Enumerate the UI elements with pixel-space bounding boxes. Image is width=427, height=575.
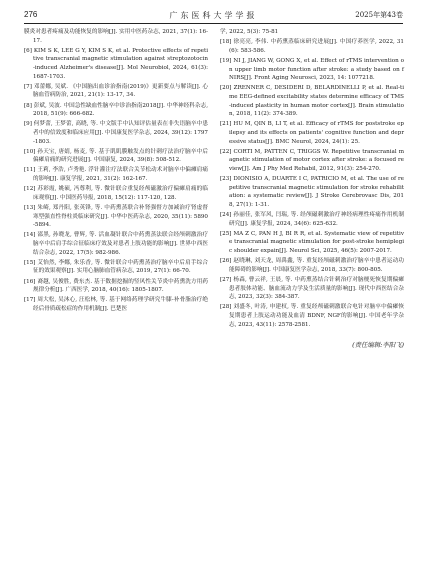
reference-item: [17] 周大松, 吴沐心, 汪松林, 等. 基于网络药理学研究牛膝-补骨脂治疗绝经后骨质疏松症的作用机制[J]. 巴楚医 (24, 297, 208, 312)
journal-name: 广东医科大学学报 (169, 11, 258, 20)
reference-item: [7] 邓蕾娜, 吴斌. 《中国脑出血诊治指南(2019)》更新要点与解读[J]. 心脑血管病防治, 2021, 21(1): 13-17, 34. (24, 83, 208, 99)
issue-label: 2025年第43卷 (355, 11, 403, 19)
reference-item: 学, 2022, 5(3): 75-81 (220, 29, 279, 35)
reference-item: 膜炎对患者疼痛及功能恢复的影响[J]. 实用中医药杂志, 2021, 37(1): 16-17. (24, 29, 208, 44)
reference-item: [26] 赵晓琳, 刘天龙, 周禹鑫, 等. 重复经颅磁刺激治疗脑卒中患者运动功能障碍的影响[J]. 中国康复医学杂志, 2018, 33(7): 800-805. (220, 258, 404, 273)
right-column (220, 28, 404, 350)
header-rule (24, 23, 403, 24)
reference-item: [13] 朱崎, 郑丹阳, 张英锋, 等. 中药熏蒸联合补肾强督方加减治疗肾虚督寒型强直性脊柱炎临床研究[J]. 中华中医药杂志, 2020, 35(11): 5890-5894. (24, 205, 208, 229)
reference-item: [20] ZRENNER C, DESIDERI D, BELARDINELLI P, et al. Real-time EEG-defined excitability states determine efficacy of TMS-induced plasticity in human motor cortex[J]. Brain stimulation, 2018, 11(2): 374-389. (220, 85, 404, 118)
reference-item: [9] 何梦蕾, 王梦蕾, 高晓, 等. 中文版手中认知评估量表在非失语脑卒中患者中的信效度和临床应用[J]. 中国康复医学杂志, 2024, 39(12): 1797-1803. (24, 121, 208, 145)
reference-item: [28] 刘盛冬, 叶涛, 申建权, 等. 重复经颅磁刺激联合电针对脑卒中偏瘫恢复期患者上肢运动功能及血清 BDNF, NGF的影响[J]. 中国老年学杂志, 2023, 43(11): 2578-2581. (220, 304, 404, 328)
reference-item: [27] 杨森, 曹云祥, 王晨, 等. 中药熏蒸结合针刺治疗对脑梗死恢复期偏瘫患者肢体功能、脑血流动力学及生活质量的影响[J]. 现代中西医结合杂志, 2023, 32(3): 384-387. (220, 276, 404, 301)
reference-item: [14] 邵黑, 孙晓龙, 曹辉, 等. 活血凝针联合中药熏蒸法联合经颅刺激治疗脑卒中后肩手综合征临床疗效及对患者上肢功能的影响[J]. 世界中西医结合杂志, 2022, 17(5): 982-986. (24, 232, 208, 256)
reference-item: [11] 王莉, 李浩, 卢秀艳. 浮针灌注疗法联合关节松动术对脑卒中偏瘫肩痛的影响[J]. 康复学报, 2021, 31(2): 162-167. (24, 167, 208, 183)
reference-item: [24] 孙丽佳, 张军风, 闫瑞, 等. 经颅磁刺激治疗神经病理性疼痛作用机制研究[J]. 康复学报, 2024, 34(6): 625-632. (220, 212, 404, 227)
reference-item: [16] 裔越, 吴俊胜, 费东杰. 基于数据挖掘的竖风性关节炎中药熏洗方用药规律分析[J]. 广西医学, 2018, 40(16): 1805-1807. (24, 278, 208, 294)
left-column (24, 28, 208, 315)
reference-item: [12] 苏彩霞, 姚硕, 冯尊利, 等. 微针联合重复经颅磁激治疗偏瘫肩痛的临床观察[J]. 中国医药导报, 2018, 15(12): 117-120, 128. (24, 186, 208, 201)
reference-item: [22] CORTI M, PATTEN C, TRIGGS W. Repetitive transcranial magnetic stimulation of motor cortex after stroke: a focused review[J]. Am J Phy Med Rehabil, 2012, 91(3): 254-270. (220, 148, 404, 172)
page-header (0, 0, 427, 26)
reference-item: [21] HU M, QIN B, LI T, et al. Efficacy of rTMS for poststroke epilepsy and its effects on patients' cognitive function and depressive status[J]. BMC Neurol, 2024, 24(1): 25. (220, 121, 404, 145)
reference-item: [19] NI J, JIANG W, GONG X, et al. Effect of rTMS intervention on upper limb motor function after stroke: a study based on fNIRS[J]. Front Aging Neurosci, 2023, 14: 1077218. (220, 57, 404, 82)
editor-note: (责任编辑:李阳飞) (352, 341, 404, 350)
reference-item: [18] 徐亮亮, 李伟. 中药熏蒸临床研究进展[J]. 中国疗养医学, 2022, 31(6): 583-586. (220, 39, 404, 54)
reference-item: [15] 艾怡然, 李娜, 朱乐香, 等. 微针联合中药熏蒸治疗脑卒中后肩手综合征的效果观察[J]. 实用心脑肺血管病杂志, 2019, 27(1): 66-70. (24, 259, 208, 275)
reference-item: [8] 彭斌, 吴波. 中国急性缺血性脑卒中诊治指南2018[J]. 中华神经科杂志, 2018, 51(9): 666-682. (24, 102, 208, 118)
reference-item: [23] DIONISIO A, DUARTE I C, PATRICIO M, et al. The use of repetitive transcranial magnetic stimulation for stroke rehabilitation: a systematic review[J]. J Stroke Cerebrovasc Dis, 2018, 27(1): 1-31. (220, 176, 404, 208)
reference-item: [10] 孙天宝, 唐婧, 杨麦, 等. 基于肌肌膜触发点的针刺疗法治疗脑卒中后偏瘫肩痛的研究进展[J]. 中国康复, 2024, 39(8): 508-512. (24, 148, 208, 164)
reference-item: [25] MA Z C, PAN H J, BI R R, et al. Systematic view of repetitive transcranial magnetic stimulation for post-stroke hemiplegic shoulder expain[J]. Neurol Sci, 2025, 46(5): 2007-2017. (220, 230, 404, 254)
page-number: 276 (24, 10, 38, 19)
reference-item: [6] KIM S K, LEE G Y, KIM S K, et al. Protective effects of repetitive transcranial magnetic stimulation against streptozotocin-induced Alzheimer's disease[J]. Mol Neurobiol, 2024, 61(3): 1687-1703. (24, 47, 208, 80)
